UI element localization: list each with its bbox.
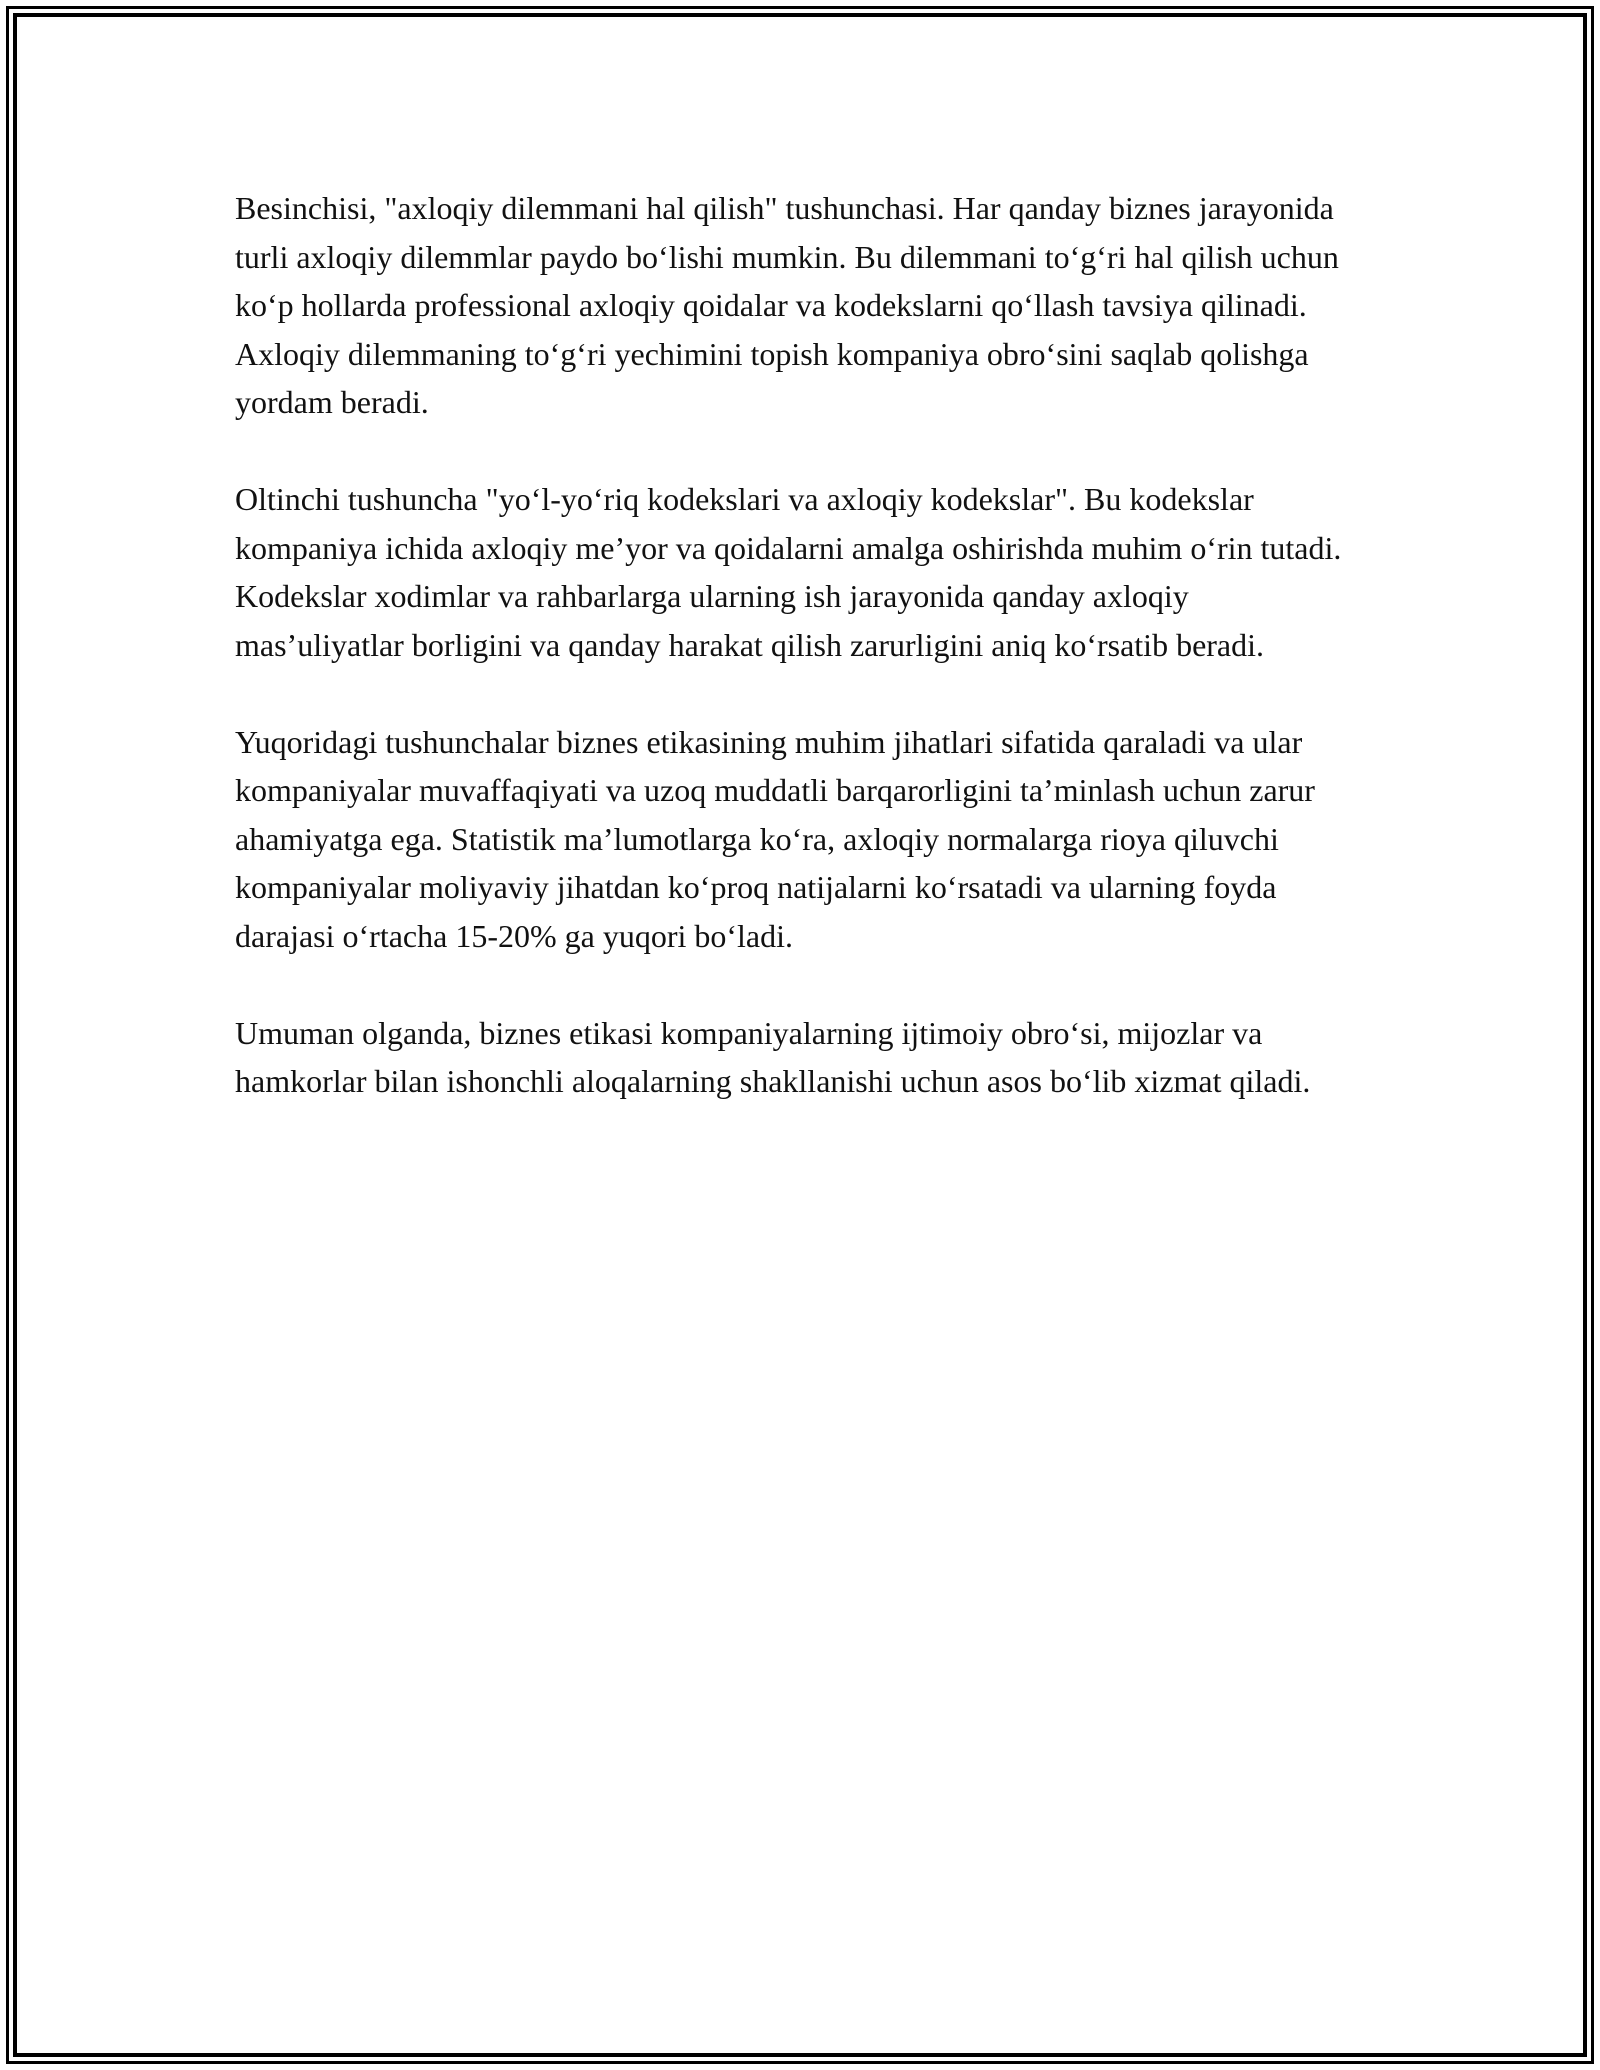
paragraph-sixth-concept: Oltinchi tushuncha "yo‘l-yo‘riq kodekslari va axloqiy kodekslar". Bu kodekslar kompaniya ichida axloqiy me’yor va qoidalarni amalga oshirishda muhim o‘rin tutadi. Kodekslar xodimlar va rahbarlarga ularning ish jarayonida qanday axloqiy mas’uliyatlar borligini va qanday harakat qilish zarurligini aniq ko‘rsatib beradi. xyxy=(235,481,1342,663)
document-body xyxy=(235,184,1365,1154)
paragraph-importance-statistics: Yuqoridagi tushunchalar biznes etikasining muhim jihatlari sifatida qaraladi va ular kompaniyalar muvaffaqiyati va uzoq muddatli barqarorligini ta’minlash uchun zarur ahamiyatga ega. Statistik ma’lumotlarga ko‘ra, axloqiy normalarga rioya qiluvchi kompaniyalar moliyaviy jihatdan ko‘proq natijalarni ko‘rsatadi va ularning foyda darajasi o‘rtacha 15-20% ga yuqori bo‘ladi. xyxy=(235,723,1315,954)
paragraph-fifth-concept: Besinchisi, "axloqiy dilemmani hal qilish" tushunchasi. Har qanday biznes jarayonida turli axloqiy dilemmlar paydo bo‘lishi mumkin. Bu dilemmani to‘g‘ri hal qilish uchun ko‘p hollarda professional axloqiy qoidalar va kodekslarni qo‘llash tavsiya qilinadi. Axloqiy dilemmaning to‘g‘ri yechimini topish kompaniya obro‘sini saqlab qolishga yordam beradi. xyxy=(235,190,1339,420)
paragraph-conclusion: Umuman olganda, biznes etikasi kompaniyalarning ijtimoiy obro‘si, mijozlar va hamkorlar bilan ishonchli aloqalarning shakllanishi uchun asos bo‘lib xizmat qiladi. xyxy=(235,1014,1311,1099)
